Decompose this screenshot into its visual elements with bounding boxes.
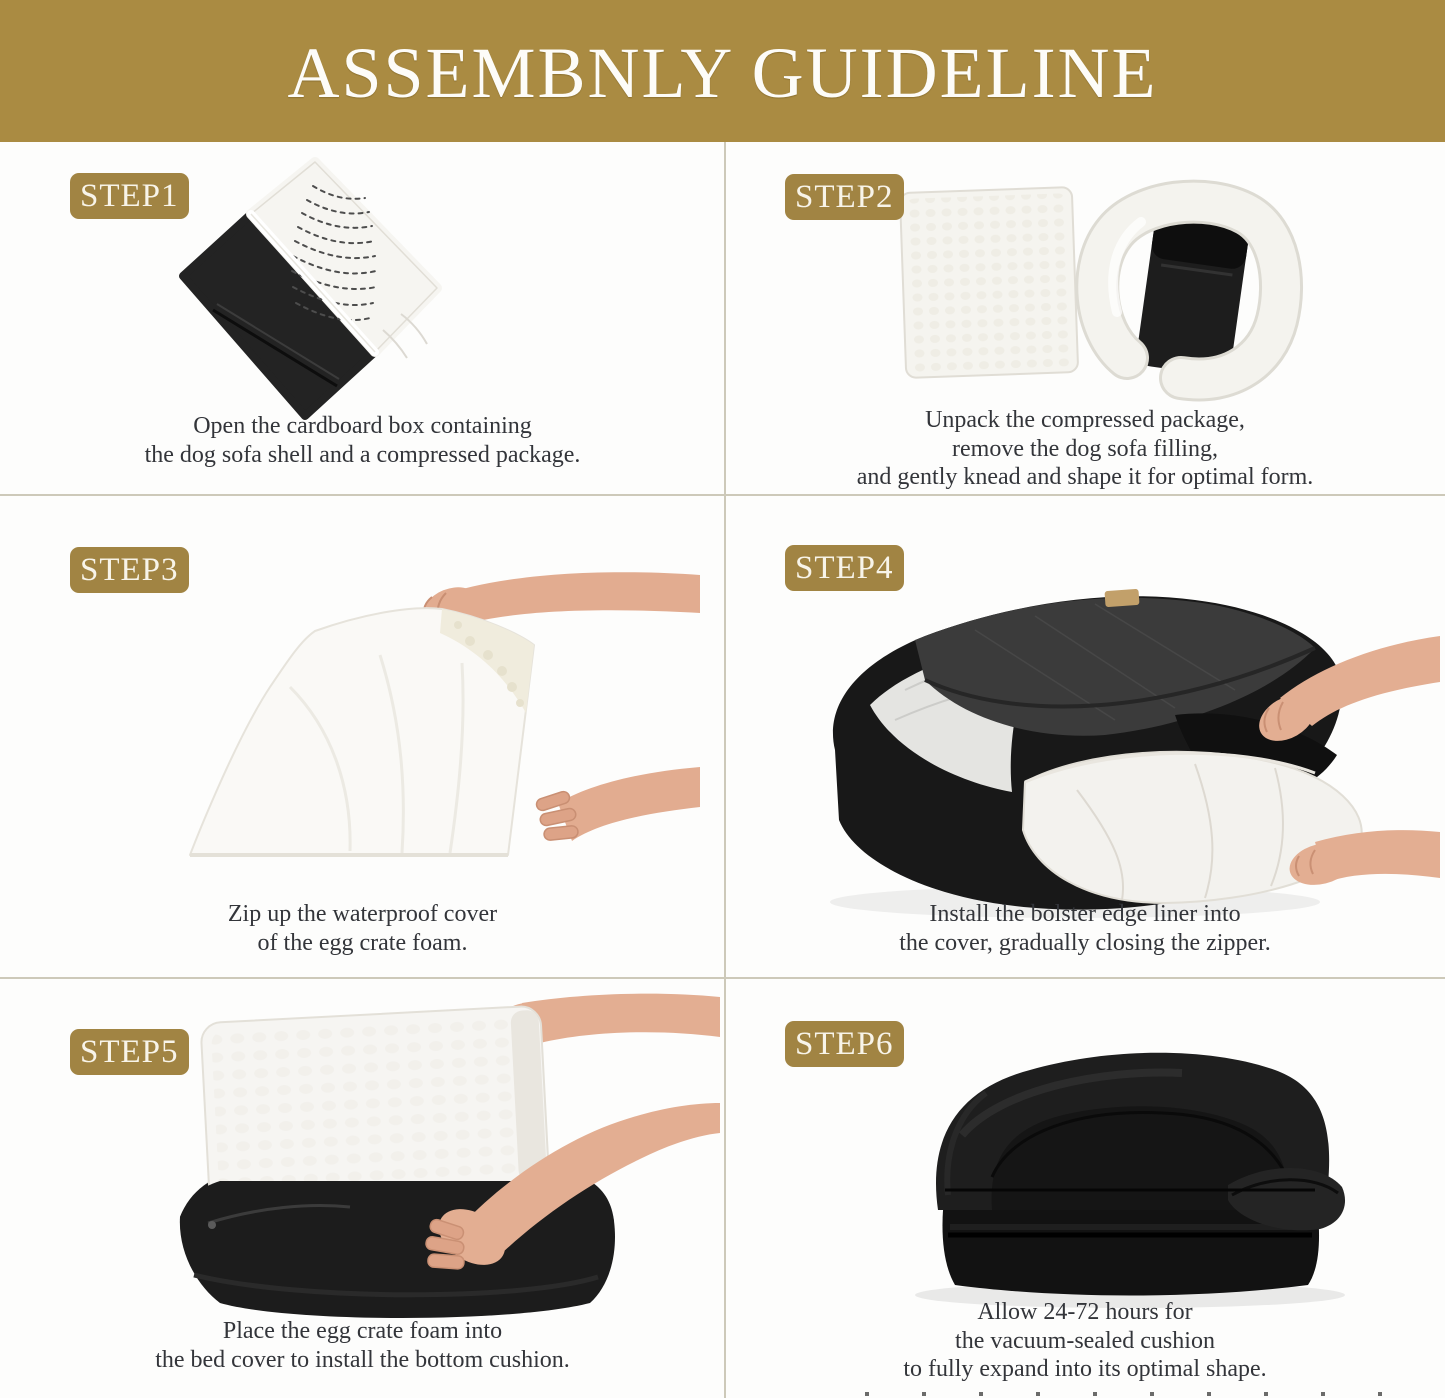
step-1-panel xyxy=(0,142,725,494)
step-3-badge: STEP3 xyxy=(70,547,189,593)
compressed-package-in-box-image xyxy=(165,148,475,433)
header-banner xyxy=(0,0,1445,142)
step-2-badge: STEP2 xyxy=(785,174,904,220)
step-1-caption: Open the cardboard box containing the dog sofa shell and a compressed package. xyxy=(144,413,581,468)
step-4-caption: Install the bolster edge liner into the cover, gradually closing the zipper. xyxy=(899,901,1271,956)
expanded-dog-sofa-image xyxy=(870,995,1390,1315)
step-6-caption: Allow 24-72 hours for the vacuum-sealed cushion to fully expand into its optimal shape. xyxy=(903,1299,1267,1382)
step-5-badge: STEP5 xyxy=(70,1029,189,1075)
step-1-badge: STEP1 xyxy=(70,173,189,219)
zipping-waterproof-cover-image xyxy=(140,555,700,890)
placing-egg-crate-foam-image xyxy=(120,985,720,1345)
step-4-panel xyxy=(725,494,1445,977)
step-5-panel xyxy=(0,977,725,1398)
step-2-panel xyxy=(725,142,1445,494)
step-5-caption: Place the egg crate foam into the bed cover to install the bottom cushion. xyxy=(155,1318,570,1373)
step-4-badge: STEP4 xyxy=(785,545,904,591)
step-3-caption: Zip up the waterproof cover of the egg crate foam. xyxy=(227,901,498,956)
installing-bolster-liner-image xyxy=(775,540,1440,945)
step-3-panel xyxy=(0,494,725,977)
foam-pad-and-bolster-filling-image xyxy=(845,162,1325,407)
step-2-caption: Unpack the compressed package, remove the dog sofa filling, and gently knead and shape it for optimal form. xyxy=(856,407,1314,490)
step-6-panel xyxy=(725,977,1445,1398)
page-title: ASSEMBNLY GUIDELINE xyxy=(287,32,1158,113)
step-6-badge: STEP6 xyxy=(785,1021,904,1067)
cropped-text-remnants xyxy=(865,1392,1430,1396)
